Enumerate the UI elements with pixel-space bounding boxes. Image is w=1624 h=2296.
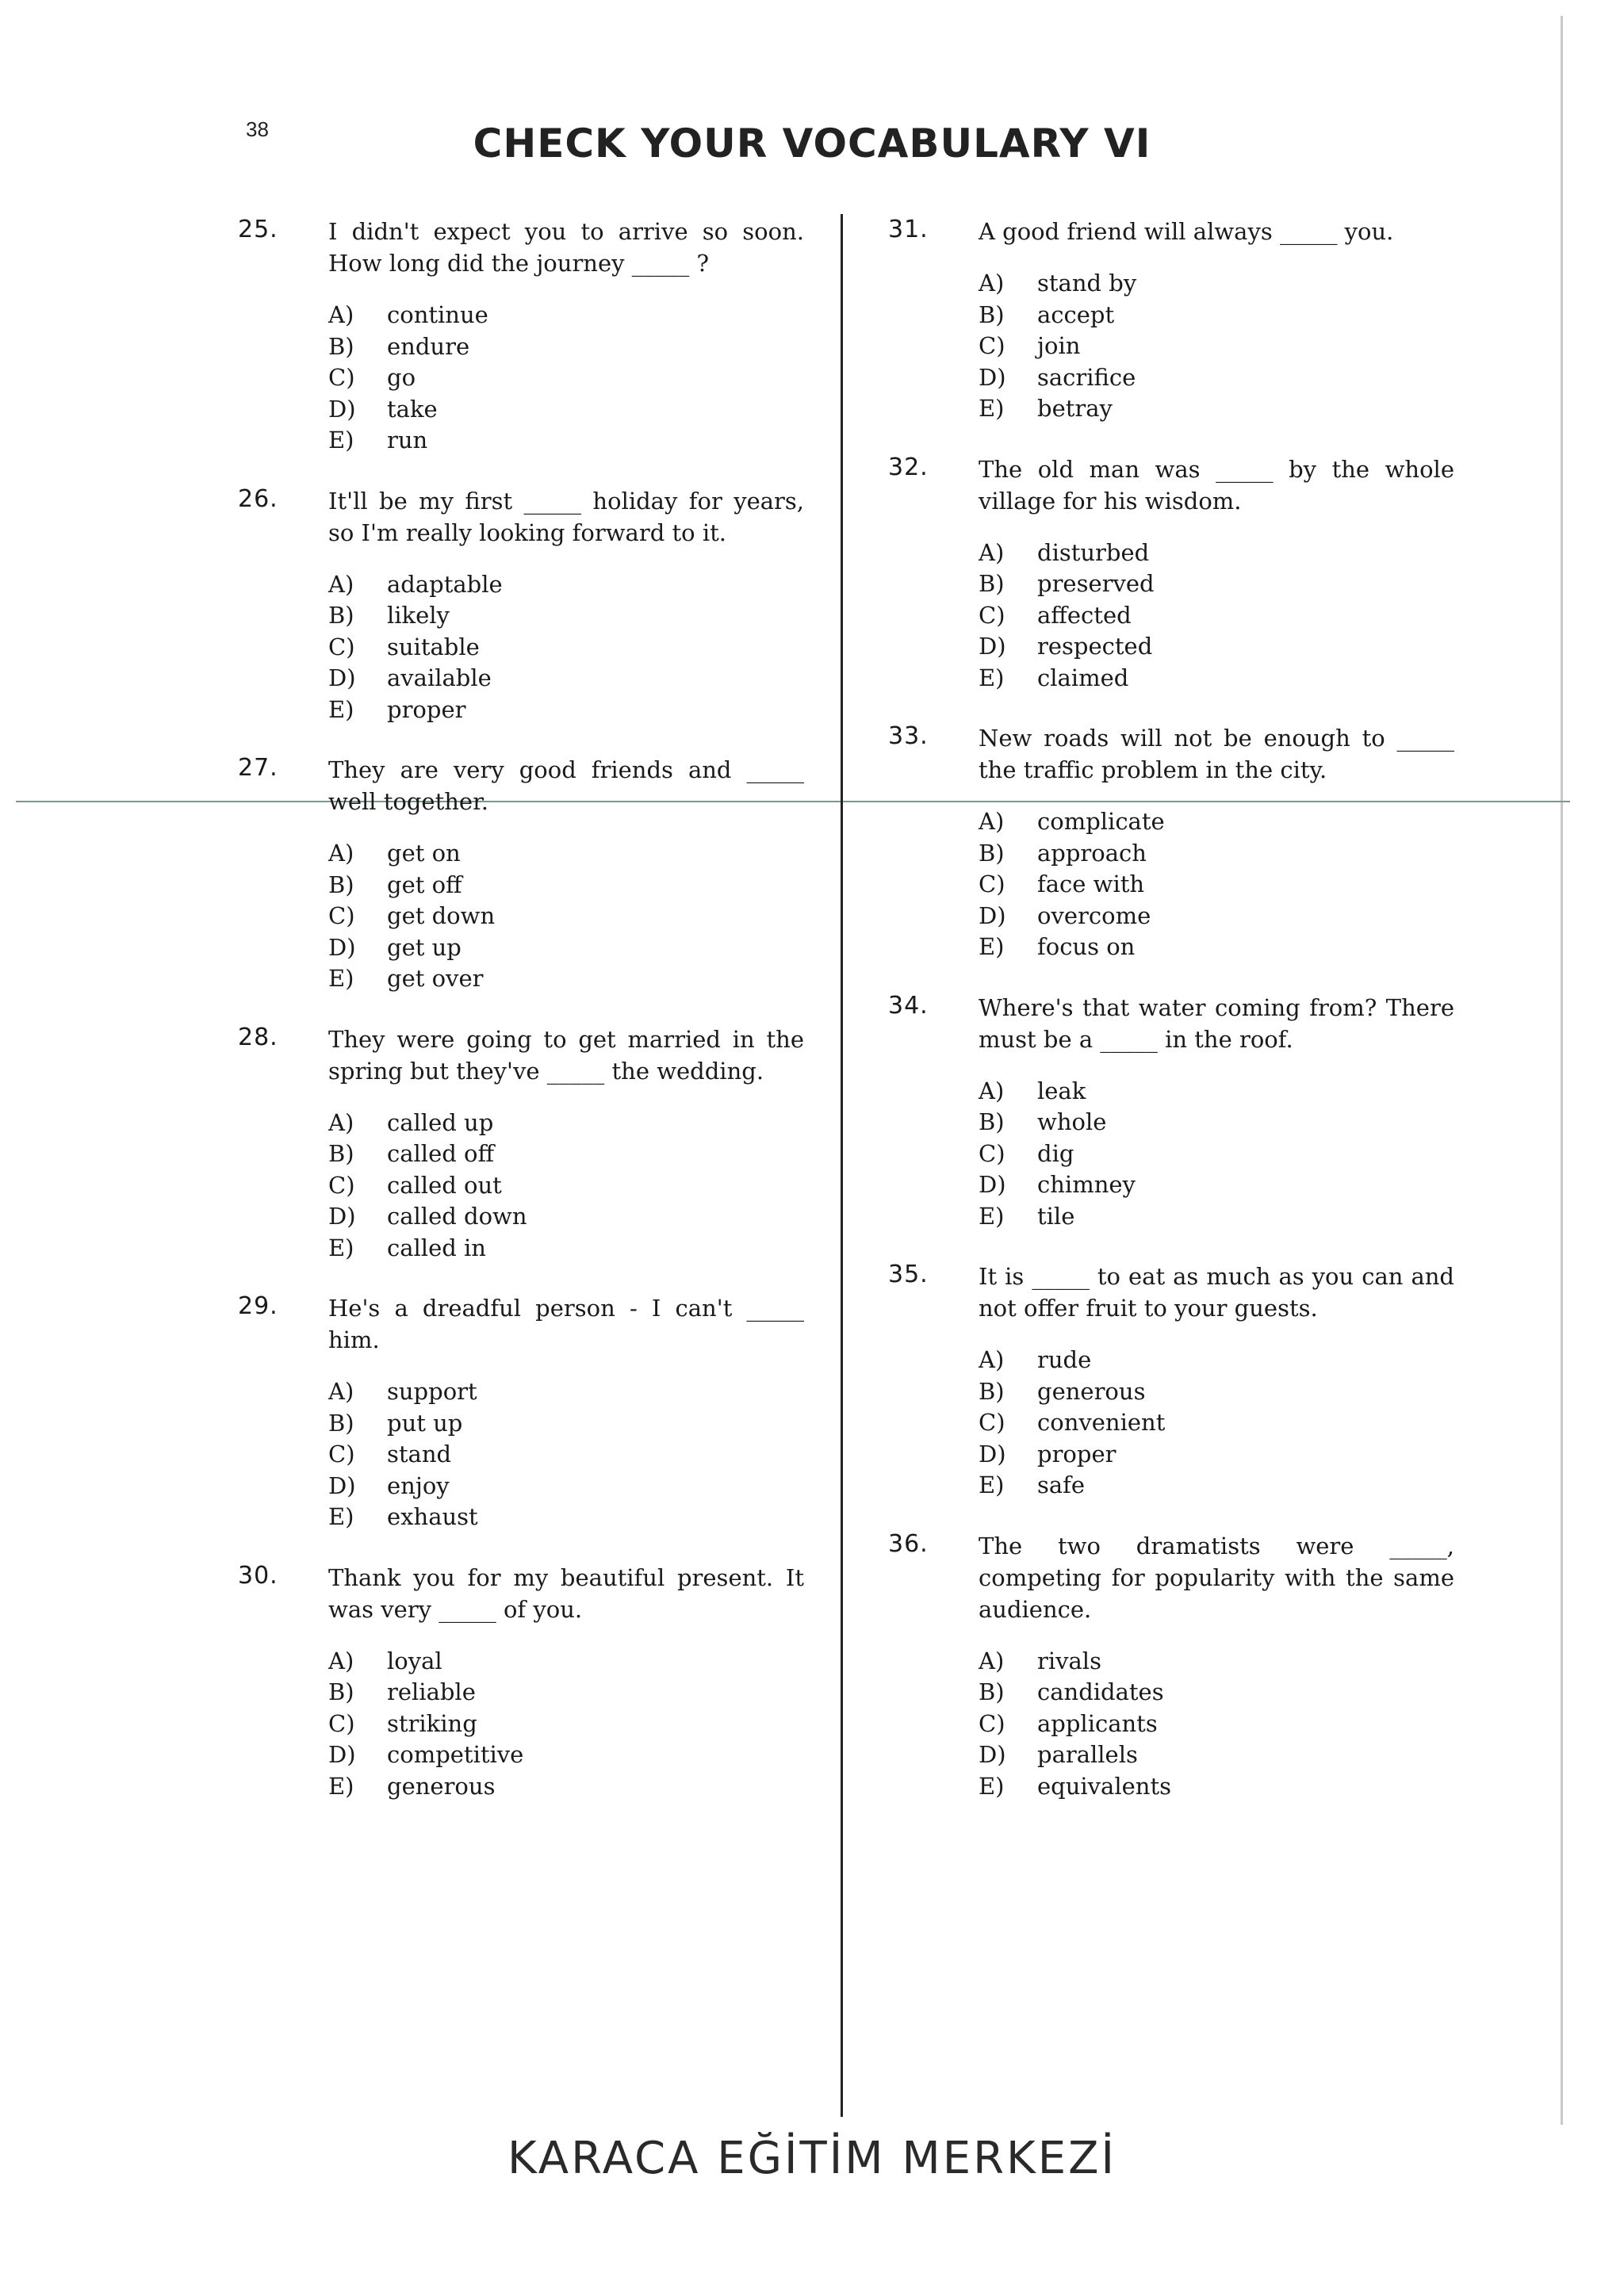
answer-option[interactable] <box>328 1709 825 1740</box>
answer-option[interactable] <box>328 1408 825 1440</box>
answer-option[interactable] <box>979 806 1475 838</box>
left-question-column <box>238 216 825 1831</box>
answer-option[interactable] <box>328 838 825 870</box>
right-question-column <box>888 216 1475 1831</box>
answer-option[interactable] <box>979 1439 1475 1471</box>
option-letter: C) <box>328 1709 355 1737</box>
option-letter: E) <box>328 1503 354 1530</box>
answer-option[interactable] <box>979 1677 1475 1709</box>
option-text: proper <box>387 695 466 723</box>
answer-option[interactable] <box>979 300 1475 331</box>
question-number: 36. <box>888 1529 929 1558</box>
option-letter: B) <box>328 1409 354 1437</box>
answer-option[interactable] <box>979 1107 1475 1138</box>
answer-option[interactable] <box>328 932 825 964</box>
answer-options <box>328 1646 825 1803</box>
option-text: called in <box>387 1234 486 1261</box>
option-letter: C) <box>979 332 1005 359</box>
answer-option[interactable] <box>979 268 1475 300</box>
question-item <box>238 1024 825 1265</box>
answer-option[interactable] <box>328 600 825 632</box>
option-letter: B) <box>979 300 1005 328</box>
question-stem: I didn't expect you to arrive so soon. How long did the journey _____ ? <box>328 218 804 277</box>
question-item <box>888 453 1475 695</box>
option-letter: B) <box>979 1108 1005 1135</box>
answer-option[interactable] <box>328 1439 825 1471</box>
option-letter: E) <box>979 395 1005 422</box>
option-text: stand by <box>1037 270 1137 297</box>
option-letter: B) <box>328 1678 354 1705</box>
option-letter: B) <box>328 332 354 360</box>
question-stem: He's a dreadful person - I can't _____ him. <box>328 1295 804 1353</box>
option-letter: A) <box>328 1108 354 1136</box>
answer-options <box>328 300 825 457</box>
option-letter: A) <box>328 570 354 598</box>
answer-option[interactable] <box>328 300 825 331</box>
option-text: available <box>387 664 492 691</box>
option-letter: B) <box>328 871 354 898</box>
option-letter: B) <box>979 1377 1005 1405</box>
option-text: overcome <box>1037 901 1151 929</box>
option-text: likely <box>387 602 450 629</box>
answer-option[interactable] <box>328 663 825 695</box>
option-letter: E) <box>979 664 1005 691</box>
option-text: whole <box>1037 1108 1107 1135</box>
option-letter: A) <box>979 538 1005 566</box>
answer-option[interactable] <box>328 1771 825 1803</box>
option-text: accept <box>1037 300 1115 328</box>
answer-option[interactable] <box>328 695 825 726</box>
answer-option[interactable] <box>979 1376 1475 1408</box>
option-letter: A) <box>328 840 354 867</box>
option-text: adaptable <box>387 570 503 598</box>
option-letter: D) <box>979 901 1006 929</box>
option-text: enjoy <box>387 1471 450 1499</box>
option-text: convenient <box>1037 1409 1166 1436</box>
option-text: candidates <box>1037 1678 1164 1705</box>
question-item <box>238 485 825 726</box>
option-letter: B) <box>979 839 1005 867</box>
option-letter: D) <box>979 1440 1006 1468</box>
option-letter: E) <box>328 965 354 992</box>
option-letter: E) <box>979 1772 1005 1800</box>
option-text: claimed <box>1037 664 1129 691</box>
answer-option[interactable] <box>979 838 1475 870</box>
page-number: 38 <box>246 117 269 141</box>
answer-option[interactable] <box>328 394 825 426</box>
answer-options <box>979 268 1475 425</box>
question-stem: A good friend will always _____ you. <box>979 218 1394 245</box>
answer-option[interactable] <box>979 663 1475 695</box>
option-text: endure <box>387 332 470 360</box>
option-letter: A) <box>328 1647 354 1674</box>
question-stem: New roads will not be enough to _____ the traffic problem in the city. <box>979 725 1454 783</box>
option-text: called down <box>387 1203 527 1230</box>
option-letter: C) <box>328 633 355 660</box>
answer-option[interactable] <box>328 1646 825 1678</box>
option-letter: C) <box>979 601 1005 629</box>
answer-option[interactable] <box>328 1677 825 1709</box>
option-letter: D) <box>328 664 356 691</box>
page-edge-shadow <box>1561 16 1563 2125</box>
option-letter: C) <box>328 1441 355 1468</box>
question-number: 33. <box>888 722 929 750</box>
option-letter: D) <box>979 1171 1006 1198</box>
option-text: continue <box>387 301 488 328</box>
answer-option[interactable] <box>979 568 1475 600</box>
answer-option[interactable] <box>328 1138 825 1170</box>
option-letter: B) <box>979 1678 1005 1705</box>
option-text: put up <box>387 1409 463 1437</box>
option-text: proper <box>1037 1440 1116 1468</box>
question-stem: They were going to get married in the spring but they've _____ the wedding. <box>328 1025 804 1085</box>
column-divider <box>841 214 843 2117</box>
option-letter: D) <box>328 1203 356 1230</box>
question-stem: It is _____ to eat as much as you can and not offer fruit to your guests. <box>979 1263 1454 1322</box>
answer-option[interactable] <box>979 1076 1475 1108</box>
option-letter: A) <box>979 1077 1005 1104</box>
option-text: support <box>387 1378 477 1405</box>
option-text: rude <box>1037 1346 1092 1373</box>
option-text: generous <box>1037 1377 1146 1405</box>
option-text: called off <box>387 1140 495 1167</box>
answer-options <box>979 1345 1475 1502</box>
answer-option[interactable] <box>979 1138 1475 1170</box>
question-item <box>888 992 1475 1233</box>
answer-option[interactable] <box>328 362 825 394</box>
option-text: loyal <box>387 1647 442 1674</box>
option-letter: E) <box>328 427 354 453</box>
option-text: sacrifice <box>1037 363 1136 391</box>
option-letter: D) <box>328 1741 356 1768</box>
option-text: stand <box>387 1441 452 1468</box>
question-item <box>888 1530 1475 1803</box>
question-number: 25. <box>238 216 278 243</box>
option-letter: D) <box>979 363 1006 391</box>
option-text: get down <box>387 902 496 929</box>
option-letter: E) <box>328 695 354 723</box>
question-item <box>238 754 825 995</box>
option-letter: C) <box>328 902 355 929</box>
answer-options <box>328 838 825 995</box>
option-text: affected <box>1037 601 1132 629</box>
option-letter: A) <box>328 1378 354 1405</box>
option-text: dig <box>1037 1139 1074 1167</box>
answer-option[interactable] <box>979 600 1475 632</box>
option-text: approach <box>1037 839 1147 867</box>
answer-option[interactable] <box>979 362 1475 394</box>
option-letter: B) <box>979 570 1005 597</box>
option-letter: D) <box>979 1741 1006 1768</box>
option-letter: A) <box>979 808 1005 835</box>
answer-option[interactable] <box>979 1169 1475 1201</box>
question-number: 35. <box>888 1261 929 1288</box>
option-letter: D) <box>328 933 356 961</box>
option-text: preserved <box>1037 570 1155 597</box>
question-number: 34. <box>888 991 929 1020</box>
option-text: get over <box>387 965 484 992</box>
question-stem: The old man was _____ by the whole village for his wisdom. <box>979 455 1454 515</box>
answer-option[interactable] <box>328 1502 825 1533</box>
option-letter: B) <box>328 1140 354 1167</box>
option-letter: C) <box>328 364 355 391</box>
option-letter: C) <box>979 871 1005 897</box>
option-text: respected <box>1037 633 1153 660</box>
answer-options <box>979 538 1475 695</box>
answer-option[interactable] <box>979 1345 1475 1376</box>
option-text: generous <box>387 1772 496 1800</box>
option-letter: E) <box>328 1234 354 1261</box>
page-title: CHECK YOUR VOCABULARY VI <box>473 121 1151 166</box>
option-text: called out <box>387 1171 502 1199</box>
option-letter: C) <box>979 1409 1005 1436</box>
option-text: chimney <box>1037 1171 1136 1198</box>
option-text: reliable <box>387 1678 476 1705</box>
option-text: take <box>387 395 438 423</box>
question-number: 30. <box>238 1561 278 1590</box>
answer-options <box>328 569 825 726</box>
question-stem: Thank you for my beautiful present. It was very _____ of you. <box>328 1563 804 1623</box>
answer-option[interactable] <box>328 1108 825 1139</box>
question-item <box>238 216 825 457</box>
answer-option[interactable] <box>979 1739 1475 1771</box>
question-item <box>888 1261 1475 1502</box>
option-text: betray <box>1037 395 1113 422</box>
option-letter: C) <box>979 1709 1005 1737</box>
question-item <box>238 1562 825 1803</box>
answer-option[interactable] <box>328 1376 825 1408</box>
option-text: join <box>1037 332 1081 359</box>
answer-option[interactable] <box>328 1201 825 1233</box>
question-number: 31. <box>888 216 929 243</box>
option-text: applicants <box>1037 1709 1158 1737</box>
option-text: suitable <box>387 633 480 660</box>
option-text: focus on <box>1037 933 1136 960</box>
option-text: leak <box>1037 1077 1086 1104</box>
question-item <box>888 216 1475 425</box>
option-text: complicate <box>1037 808 1165 835</box>
answer-option[interactable] <box>328 963 825 995</box>
option-letter: C) <box>979 1139 1005 1167</box>
answer-option[interactable] <box>979 1407 1475 1439</box>
question-number: 29. <box>238 1292 278 1320</box>
answer-options <box>979 1076 1475 1233</box>
option-letter: D) <box>979 633 1006 660</box>
answer-option[interactable] <box>979 1709 1475 1740</box>
option-letter: D) <box>328 395 356 423</box>
option-text: called up <box>387 1108 494 1136</box>
question-stem: Where's that water coming from? There must be a _____ in the roof. <box>979 993 1454 1053</box>
answer-options <box>979 1646 1475 1803</box>
option-letter: B) <box>328 602 354 629</box>
option-text: run <box>387 427 428 453</box>
option-letter: E) <box>979 1202 1005 1230</box>
answer-option[interactable] <box>328 1739 825 1771</box>
answer-option[interactable] <box>979 901 1475 932</box>
publisher-footer: KARACA EĞİTİM MERKEZİ <box>508 2133 1116 2184</box>
option-letter: E) <box>979 933 1005 960</box>
answer-options <box>328 1108 825 1265</box>
question-stem: It'll be my first _____ holiday for years, so I'm really looking forward to it. <box>328 487 804 546</box>
option-letter: C) <box>328 1171 355 1199</box>
option-text: safe <box>1037 1471 1086 1498</box>
answer-option[interactable] <box>328 1471 825 1502</box>
option-letter: D) <box>328 1471 356 1499</box>
answer-option[interactable] <box>328 1170 825 1202</box>
question-item <box>888 722 1475 963</box>
option-letter: A) <box>979 270 1005 297</box>
option-text: get up <box>387 933 462 961</box>
answer-option[interactable] <box>979 393 1475 425</box>
option-text: equivalents <box>1037 1772 1172 1800</box>
answer-option[interactable] <box>328 425 825 457</box>
answer-option[interactable] <box>979 932 1475 963</box>
answer-options <box>979 806 1475 963</box>
answer-options <box>328 1376 825 1533</box>
answer-option[interactable] <box>328 901 825 932</box>
option-letter: A) <box>979 1346 1005 1373</box>
option-text: rivals <box>1037 1647 1101 1674</box>
option-text: parallels <box>1037 1741 1138 1768</box>
option-text: go <box>387 364 416 391</box>
option-text: disturbed <box>1037 538 1150 566</box>
option-text: striking <box>387 1709 477 1737</box>
question-number: 27. <box>238 754 278 782</box>
question-item <box>238 1292 825 1533</box>
option-text: exhaust <box>387 1503 478 1530</box>
option-letter: E) <box>979 1471 1005 1498</box>
answer-option[interactable] <box>979 538 1475 569</box>
option-text: tile <box>1037 1202 1075 1230</box>
answer-option[interactable] <box>979 1201 1475 1233</box>
question-number: 32. <box>888 453 929 481</box>
option-text: get off <box>387 871 462 898</box>
option-letter: A) <box>328 301 354 328</box>
answer-option[interactable] <box>979 1771 1475 1803</box>
option-letter: A) <box>979 1647 1005 1674</box>
answer-option[interactable] <box>979 331 1475 362</box>
option-text: get on <box>387 840 461 867</box>
answer-option[interactable] <box>979 631 1475 663</box>
answer-option[interactable] <box>328 870 825 901</box>
question-number: 28. <box>238 1023 278 1051</box>
answer-option[interactable] <box>328 632 825 664</box>
option-text: competitive <box>387 1741 524 1768</box>
answer-option[interactable] <box>328 569 825 601</box>
answer-option[interactable] <box>328 331 825 363</box>
question-stem: The two dramatists were _____, competing for popularity with the same audience. <box>979 1532 1454 1623</box>
option-letter: E) <box>328 1772 354 1800</box>
option-text: face with <box>1037 871 1145 897</box>
answer-option[interactable] <box>328 1233 825 1265</box>
answer-option[interactable] <box>979 1646 1475 1678</box>
question-number: 26. <box>238 484 278 513</box>
answer-option[interactable] <box>979 869 1475 901</box>
answer-option[interactable] <box>979 1470 1475 1502</box>
question-stem: They are very good friends and _____ well together. <box>328 756 804 815</box>
